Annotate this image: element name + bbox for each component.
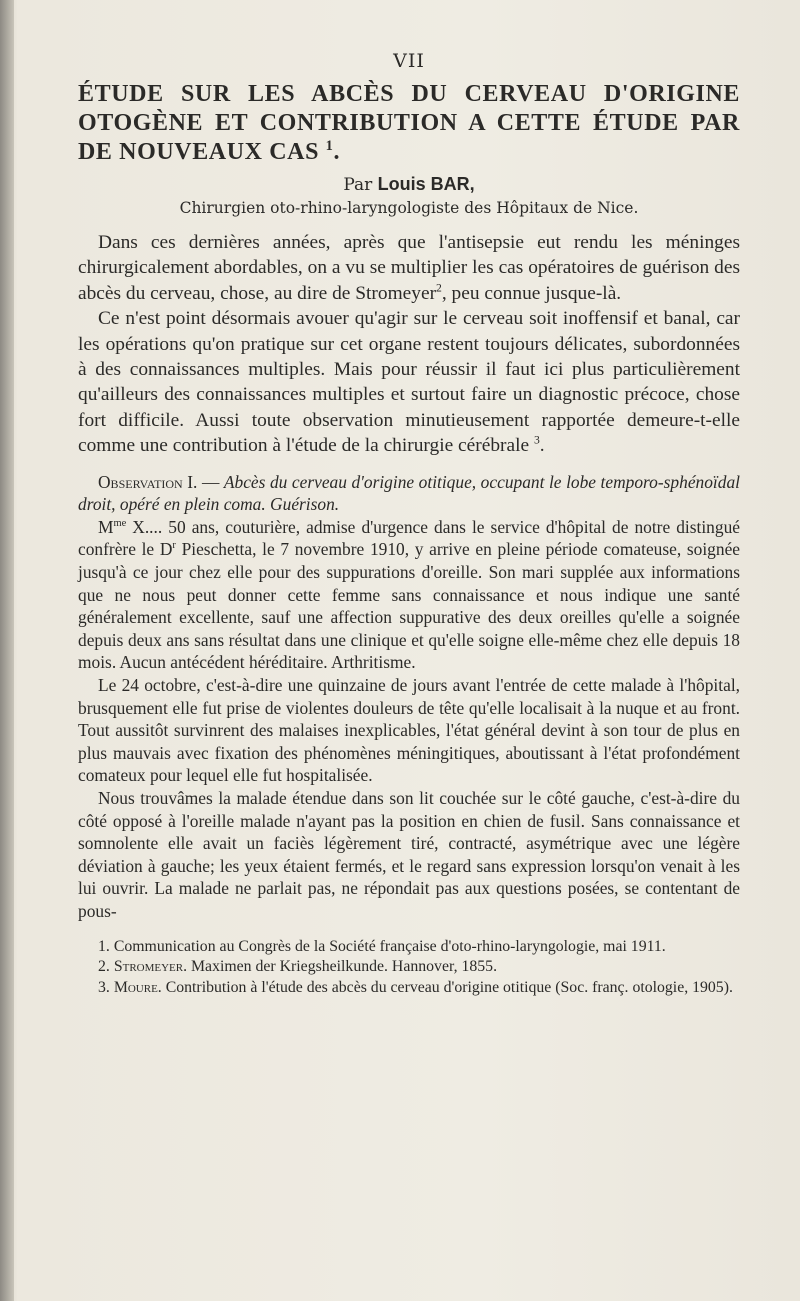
observation-heading (78, 471, 740, 516)
intro-section (78, 230, 740, 459)
footnote-3-author: Moure. (113, 978, 162, 996)
footnote-marker-3: 3 (533, 433, 540, 447)
obs-p1-text-a: X.... 50 ans, couturière, admise d'urgence dans le service d'hôpital de notre distingué confrère le D (78, 516, 740, 560)
intro-p1-end: , peu connue jusque-là. (441, 282, 622, 304)
footnote-2 (78, 957, 740, 978)
observation-paragraph-3: Nous trouvâmes la malade étendue dans son lit couchée sur le côté gauche, c'est-à-dire du côté opposé à l'oreille malade n'ayant pas la position en chien de fusil. Sans connaissance et somnolente elle avait un faciès légèrement tiré, contracté, asymétrique avec une légère déviation à gauche; les yeux étaient fermés, et le regard sans expression lorsqu'on venait à les lui ouvrir. La malade ne parlait pas, ne répondait pas aux questions posées, se contentant de pous- (78, 787, 740, 921)
observation-title: Abcès du cerveau d'origine otitique, occupant le lobe temporo-sphénoïdal droit, opéré en plein coma. Guérison. (78, 471, 740, 515)
observation-section (78, 471, 740, 923)
intro-paragraph-2 (78, 306, 740, 458)
observation-paragraph-1 (78, 516, 740, 674)
footnote-1 (78, 937, 740, 958)
intro-p2-text: Ce n'est point désormais avouer qu'agir sur le cerveau soit inoffensif et banal, car les opérations qu'on pratique sur cet organe restent toujours délicates, subordonnées à des connaissances multiples. Mais pour réussir il faut ici plus particulièrement qu'ailleurs des connaissances multiples et surtout faire un diagnostic précoce, chose fort difficile. Aussi toute observation minutieusement rapportée demeure-t-elle comme une contribution à l'étude de la chirurgie cérébrale (78, 308, 740, 457)
footnote-2-author: Stromeyer. (113, 958, 188, 976)
observation-dash: — (197, 471, 224, 492)
intro-p1-text: Dans ces dernières années, après que l'antisepsie eut rendu les méninges chirurgicalement abordables, on a vu se multiplier les cas opératoires de guérison des abcès du cerveau, chose, au dire de Stromeyer (78, 232, 740, 304)
footnote-3 (78, 978, 740, 999)
footnote-1-text: Communication au Congrès de la Société française d'oto-rhino-laryngologie, mai 1911. (113, 937, 666, 955)
page-binding-edge (0, 0, 14, 1301)
footnote-3-number: 3. (98, 978, 110, 996)
footnote-2-number: 2. (98, 958, 110, 976)
footnote-1-number: 1. (98, 937, 110, 955)
author-name: Louis BAR, (377, 174, 475, 194)
author-line (78, 173, 740, 196)
observation-label: Observation I. (98, 471, 198, 492)
page-number: VII (393, 50, 425, 72)
footnote-3-text: Contribution à l'étude des abcès du cerveau d'origine otitique (Soc. franç. otologie, 1905). (161, 978, 733, 996)
obs-p1-sup2: r (172, 540, 176, 552)
intro-p2-end: . (539, 435, 545, 457)
article-title-text: ÉTUDE SUR LES ABCÈS DU CERVEAU D'ORIGINE OTOGÈNE ET CONTRIBUTION A CETTE ÉTUDE PAR DE NOUVEAUX CAS (78, 81, 740, 165)
footnote-marker-2: 2 (436, 281, 442, 295)
obs-p1-text-b: Pieschetta, le 7 novembre 1910, y arrive en pleine période comateuse, soignée jusqu'à ce jour chez elle pour des suppurations d'oreille. Son mari supplée aux informations que ne nous peut donner cette femme sans connaissance et nous indique une santé généralement excellente, sauf une affection suppurative des deux oreilles qu'elle a soignée depuis deux ans sans résultat dans une clinique et qu'elle soigne elle-même chez elle depuis 18 mois. Aucun antécédent héréditaire. Arthritisme. (78, 539, 741, 673)
page-content (78, 48, 740, 998)
author-prefix: Par (343, 175, 373, 195)
article-title: ÉTUDE SUR LES ABCÈS DU CERVEAU D'ORIGINE OTOGÈNE ET CONTRIBUTION A CETTE ÉTUDE PAR DE NOUVEAUX CAS $^1$. (78, 81, 740, 165)
footnotes (78, 937, 740, 999)
obs-p1-prefix: M (98, 516, 114, 537)
obs-p1-sup: me (113, 518, 127, 530)
footnote-2-text: Maximen der Kriegsheilkunde. Hannover, 1855. (187, 958, 498, 976)
title-footnote-marker: 1 (325, 138, 334, 154)
observation-paragraph-2: Le 24 octobre, c'est-à-dire une quinzaine de jours avant l'entrée de cette malade à l'hôpital, brusquement elle fut prise de violentes douleurs de tête qu'elle localisait à la nuque et au front. Tout aussitôt survinrent des malaises inexplicables, l'état général devint à son tour de plus en plus mauvais avec fixation des phénomènes méningitiques, aboutissant à l'état profondément comateux pour lequel elle fut hospitalisée. (78, 675, 740, 786)
intro-paragraph-1 (78, 230, 740, 306)
author-affiliation: Chirurgien oto-rhino-laryngologiste des Hôpitaux de Nice. (179, 199, 639, 217)
